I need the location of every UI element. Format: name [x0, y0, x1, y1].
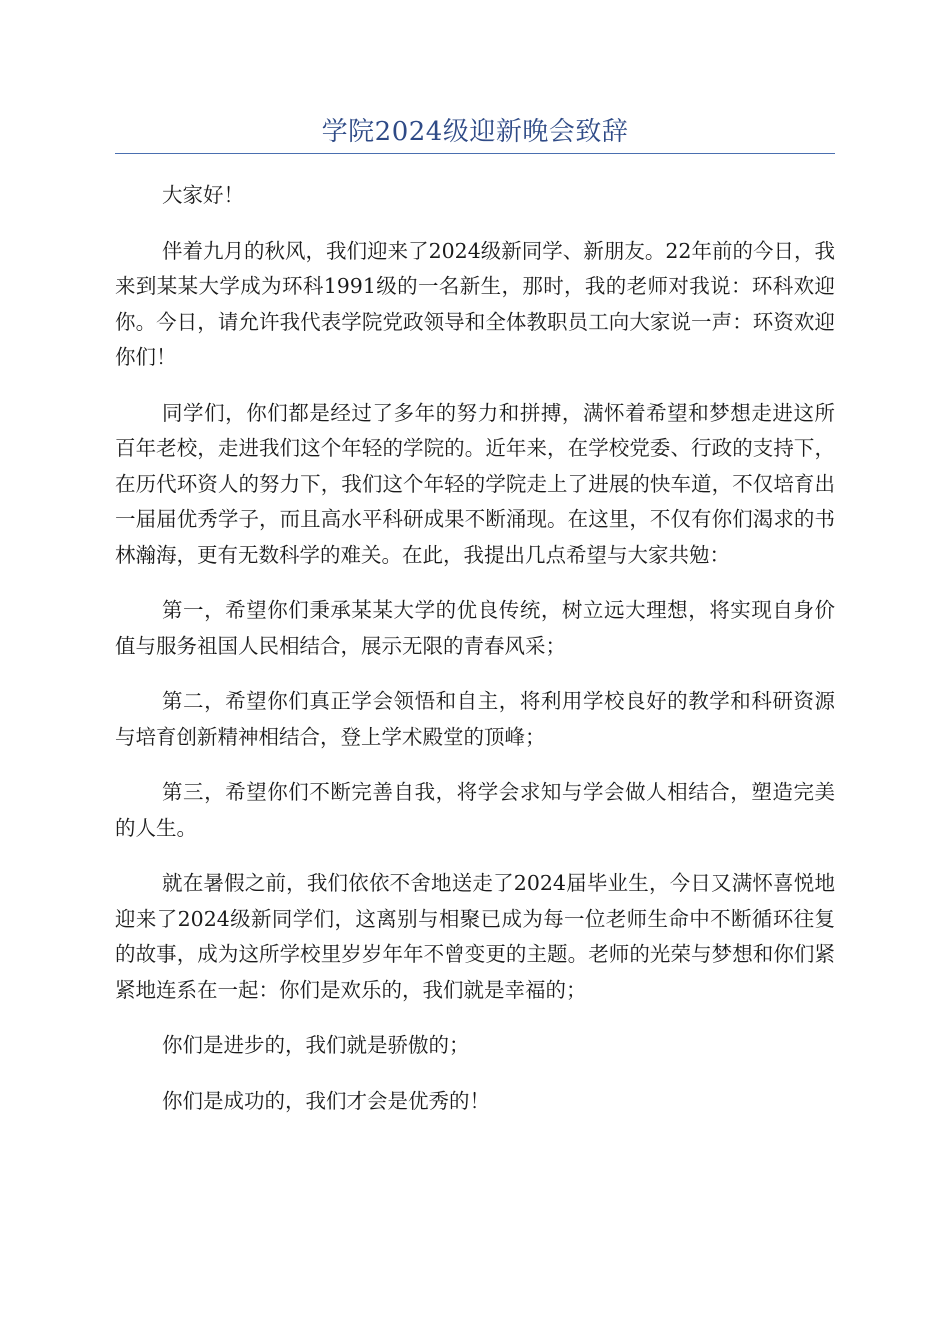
paragraph-farewell: 就在暑假之前，我们依依不舍地送走了2024届毕业生，今日又满怀喜悦地迎来了2024级新同学们，这离别与相聚已成为每一位老师生命中不断循环往复的故事，成为这所学校里岁岁年年不曾变更的主题。老师的光荣与梦想和你们紧紧地连系在一起：你们是欢乐的，我们就是幸福的； — [115, 871, 835, 1002]
title-underline — [115, 153, 835, 154]
paragraph-success: 你们是成功的，我们才会是优秀的！ — [162, 1088, 490, 1113]
paragraph-hope-second: 第二，希望你们真正学会领悟和自主，将利用学校良好的教学和科研资源与培育创新精神相结合，登上学术殿堂的顶峰； — [115, 689, 835, 749]
paragraph-hope-third: 第三，希望你们不断完善自我，将学会求知与学会做人相结合，塑造完美的人生。 — [115, 780, 835, 840]
paragraph-hope-first: 第一，希望你们秉承某某大学的优良传统，树立远大理想，将实现自身价值与服务祖国人民相结合，展示无限的青春风采； — [115, 598, 835, 658]
paragraph-introduction: 同学们，你们都是经过了多年的努力和拼搏，满怀着希望和梦想走进这所百年老校，走进我们这个年轻的学院的。近年来，在学校党委、行政的支持下，在历代环资人的努力下，我们这个年轻的学院走上了进展的快车道，不仅培育出一届届优秀学子，而且高水平科研成果不断涌现。在这里，不仅有你们渴求的书林瀚海，更有无数科学的难关。在此，我提出几点希望与大家共勉： — [115, 400, 835, 567]
paragraph-welcome: 伴着九月的秋风，我们迎来了2024级新同学、新朋友。22年前的今日，我来到某某大学成为环科1991级的一名新生，那时，我的老师对我说：环科欢迎你。今日，请允许我代表学院党政领导和全体教职员工向大家说一声：环资欢迎你们！ — [115, 238, 835, 369]
page-title: 学院2024级迎新晚会致辞 — [321, 117, 629, 147]
paragraph-greeting: 大家好！ — [162, 183, 244, 207]
paragraph-progress: 你们是进步的，我们就是骄傲的； — [162, 1033, 470, 1057]
document-body — [115, 178, 835, 1139]
